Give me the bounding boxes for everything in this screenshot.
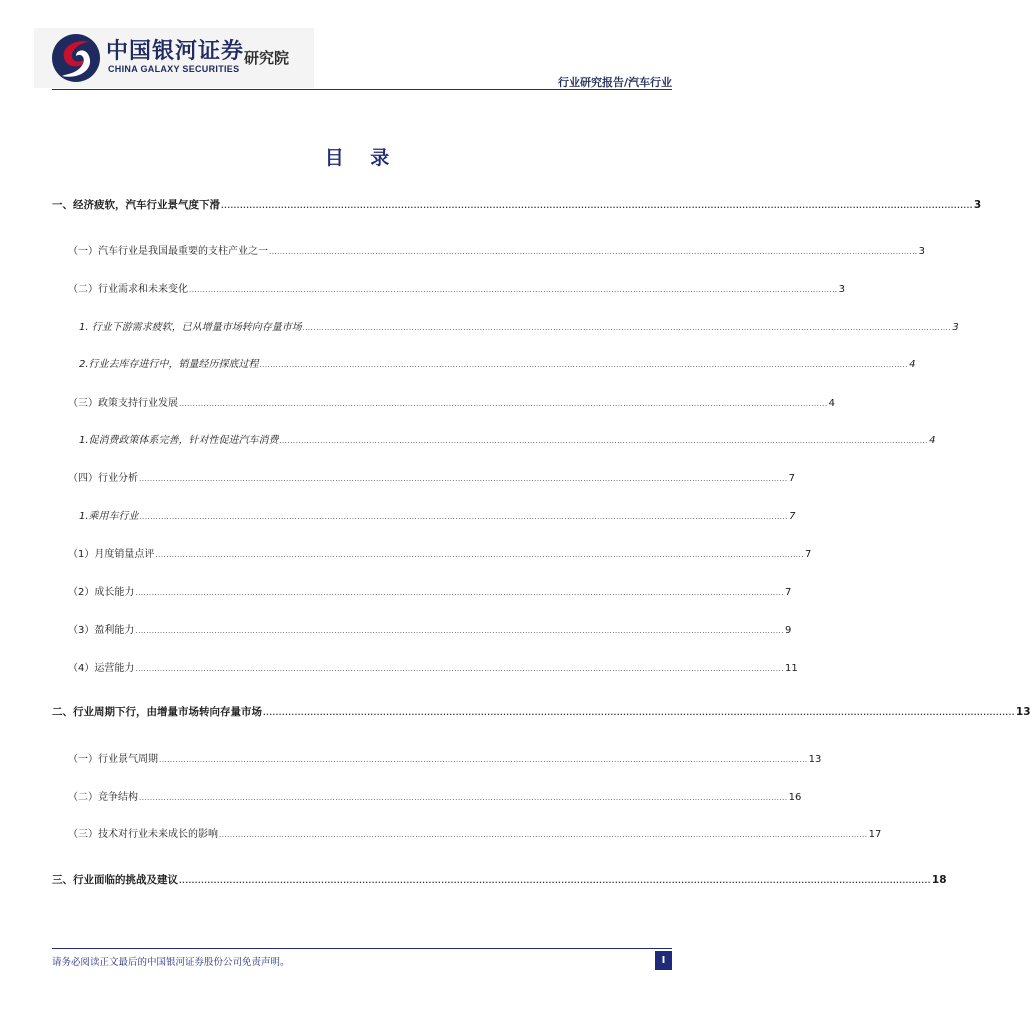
toc-entry[interactable] [68, 469, 795, 484]
toc-entry-page: 17 [868, 829, 882, 840]
footer-divider [52, 948, 672, 949]
page-number: I [655, 951, 672, 970]
toc-leader-dots: .............................................................................................................................................................................................................................................. [221, 202, 973, 210]
toc-entry[interactable] [79, 355, 916, 370]
toc-entry-label: （二）行业需求和未来变化 [68, 284, 188, 295]
toc-leader-dots: .............................................................................................................................................................................................................................................. [139, 475, 788, 483]
toc-entry-page: 3 [952, 322, 959, 333]
toc-entry-page: 7 [788, 473, 795, 484]
toc-entry[interactable] [68, 788, 802, 803]
toc-entry[interactable] [79, 431, 936, 446]
toc-entry[interactable] [79, 318, 959, 333]
toc-entry-page: 11 [784, 663, 798, 674]
galaxy-logo-icon [50, 32, 102, 84]
logo-chinese-name: 中国银河证券 [106, 39, 245, 64]
toc-leader-dots: .............................................................................................................................................................................................................................................. [263, 709, 1015, 717]
toc-leader-dots: .............................................................................................................................................................................................................................................. [135, 589, 784, 597]
company-logo [34, 28, 314, 88]
toc-entry-page: 4 [909, 359, 916, 370]
toc-entry[interactable] [68, 545, 812, 560]
toc-entry-page: 4 [929, 435, 936, 446]
toc-entry[interactable] [68, 621, 792, 636]
logo-institute: 研究院 [244, 49, 290, 67]
toc-entry-label: 2.行业去库存进行中，销量经历探底过程 [79, 359, 259, 370]
toc-leader-dots: .............................................................................................................................................................................................................................................. [179, 877, 931, 885]
toc-leader-dots: .............................................................................................................................................................................................................................................. [189, 286, 838, 294]
toc-entry-label: （一）行业景气周期 [68, 754, 158, 765]
toc-entry[interactable] [79, 507, 796, 522]
toc-leader-dots: .............................................................................................................................................................................................................................................. [259, 361, 909, 369]
toc-entry-label: （2）成长能力 [68, 587, 135, 598]
toc-title: 目 录 [324, 147, 400, 169]
page-header [0, 0, 724, 92]
toc-entry-page: 3 [973, 199, 982, 211]
toc-entry-label: （三）技术对行业未来成长的影响 [68, 829, 218, 840]
toc-entry-label: 三、行业面临的挑战及建议 [52, 874, 178, 886]
toc-entry-page: 16 [788, 792, 802, 803]
logo-english-name: CHINA GALAXY SECURITIES [108, 64, 240, 74]
toc-leader-dots: .............................................................................................................................................................................................................................................. [159, 756, 808, 764]
toc-entry[interactable] [68, 825, 882, 840]
toc-entry-page: 9 [784, 625, 792, 636]
toc-entry-label: （一）汽车行业是我国最重要的支柱产业之一 [68, 246, 268, 257]
toc-leader-dots: .............................................................................................................................................................................................................................................. [279, 437, 929, 445]
toc-entry-page: 4 [828, 398, 835, 409]
toc-entry-label: 二、行业周期下行，由增量市场转向存量市场 [52, 706, 262, 718]
toc-leader-dots: .............................................................................................................................................................................................................................................. [269, 248, 918, 256]
toc-leader-dots: .............................................................................................................................................................................................................................................. [135, 665, 784, 673]
toc-entry-label: 1.乘用车行业 [79, 511, 139, 522]
header-divider [52, 89, 672, 90]
toc-entry[interactable] [68, 750, 822, 765]
toc-entry[interactable] [68, 394, 835, 409]
toc-leader-dots: .............................................................................................................................................................................................................................................. [139, 794, 788, 802]
toc-entry[interactable] [68, 280, 845, 295]
toc-entry-page: 13 [1015, 706, 1031, 718]
toc-entry-label: （四）行业分析 [68, 473, 138, 484]
toc-leader-dots: .............................................................................................................................................................................................................................................. [302, 324, 952, 332]
toc-entry-page: 3 [918, 246, 925, 257]
toc-entry-label: 1.促消费政策体系完善，针对性促进汽车消费 [79, 435, 279, 446]
toc-entry-label: （3）盈利能力 [68, 625, 135, 636]
toc-entry[interactable] [52, 704, 1031, 719]
toc-entry-label: 1. 行业下游需求疲软，已从增量市场转向存量市场 [79, 322, 302, 333]
toc-entry-label: （4）运营能力 [68, 663, 135, 674]
toc-entry-page: 13 [808, 754, 822, 765]
toc-leader-dots: .............................................................................................................................................................................................................................................. [139, 513, 789, 521]
toc-entry-page: 7 [784, 587, 792, 598]
toc-entry[interactable] [52, 872, 947, 887]
toc-leader-dots: .............................................................................................................................................................................................................................................. [155, 551, 804, 559]
toc-entry[interactable] [68, 242, 925, 257]
toc-entry-label: （三）政策支持行业发展 [68, 398, 178, 409]
footer-disclaimer: 请务必阅读正文最后的中国银河证券股份公司免责声明。 [52, 957, 290, 968]
toc-entry-label: 一、经济疲软，汽车行业景气度下滑 [52, 199, 220, 211]
toc-entry-page: 7 [789, 511, 796, 522]
report-category-tag: 行业研究报告/汽车行业 [557, 76, 672, 89]
toc-entry-page: 18 [931, 874, 947, 886]
toc-entry-page: 3 [838, 284, 845, 295]
toc-entry-page: 7 [804, 549, 812, 560]
toc-entry-label: （二）竞争结构 [68, 792, 138, 803]
toc-entry-label: （1）月度销量点评 [68, 549, 155, 560]
toc-entry[interactable] [68, 659, 798, 674]
toc-leader-dots: .............................................................................................................................................................................................................................................. [135, 627, 784, 635]
toc-entry[interactable] [52, 197, 982, 212]
toc-leader-dots: .............................................................................................................................................................................................................................................. [179, 400, 828, 408]
toc-entry[interactable] [68, 583, 792, 598]
toc-leader-dots: .............................................................................................................................................................................................................................................. [219, 831, 868, 839]
